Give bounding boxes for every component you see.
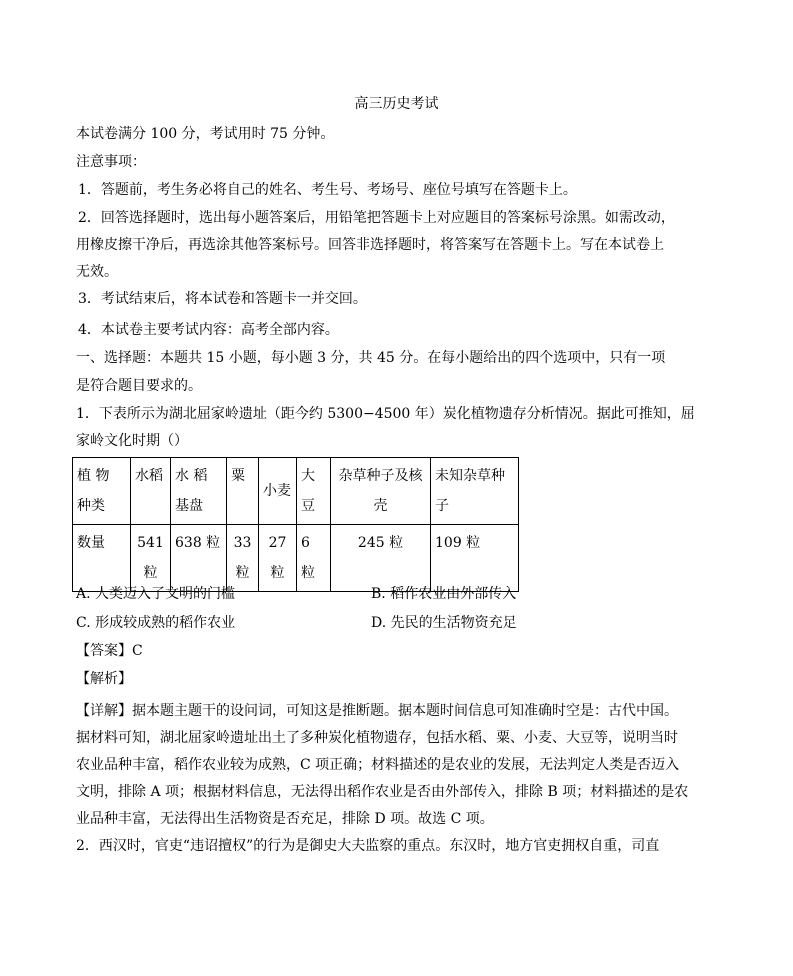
- table-header-cell: 粟: [227, 458, 259, 525]
- option-c: C. 形成较成熟的稻作农业: [76, 615, 236, 631]
- table-header-cell: 水稻: [131, 458, 171, 525]
- notice-item-2: 2．回答选择题时，选出每小题答案后，用铅笔把答题卡上对应题目的答案标号涂黑。如需改动，: [78, 210, 675, 226]
- notice-item-2-end: 无效。: [76, 264, 118, 280]
- detail-line: 据材料可知，湖北屈家岭遗址出土了多种炭化植物遗存，包括水稻、粟、小麦、大豆等，说明当时: [76, 730, 678, 746]
- option-a: A. 人类迈入了文明的门槛: [76, 586, 236, 602]
- notice-item-1: 1．答题前，考生务必将自己的姓名、考生号、考场号、座位号填写在答题卡上。: [78, 182, 577, 198]
- detail-line: 【详解】据本题主题干的设问词，可知这是推断题。据本题时间信息可知准确时空是：古代中国。: [76, 703, 678, 719]
- table-cell: 541 粒: [131, 525, 171, 592]
- table-cell: 245 粒: [331, 525, 431, 592]
- notice-item-4: 4．本试卷主要考试内容：高考全部内容。: [78, 322, 339, 338]
- section-heading: 一、选择题：本题共 15 小题，每小题 3 分，共 45 分。在每小题给出的四个选项中，只有一项: [76, 350, 666, 366]
- table-header-cell: 大豆: [297, 458, 331, 525]
- exam-title: 高三历史考试: [354, 96, 439, 112]
- table-cell: 638 粒: [171, 525, 227, 592]
- intro-line: 本试卷满分 100 分，考试用时 75 分钟。: [76, 126, 335, 142]
- table-header-cell: 未知杂草种子: [431, 458, 519, 525]
- table-cell: 6 粒: [297, 525, 331, 592]
- question-1-stem: 1．下表所示为湖北屈家岭遗址（距今约 5300−4500 年）炭化植物遗存分析情况。据此可推知，屈: [76, 406, 695, 422]
- question-2-stem: 2．西汉时，官吏“违诏擅权”的行为是御史大夫监察的重点。东汉时，地方官吏拥权自重，司直: [76, 838, 660, 854]
- detail-line: 文明，排除 A 项；根据材料信息，无法得出稻作农业是否由外部传入，排除 B 项；材料描述的是农: [76, 784, 689, 800]
- answer-line: 【答案】C: [76, 643, 143, 659]
- analysis-label: 【解析】: [76, 671, 132, 687]
- table-cell: 109 粒: [431, 525, 519, 592]
- table-header-cell: 水 稻 基盘: [171, 458, 227, 525]
- notice-item-2-cont: 用橡皮擦干净后，再选涂其他答案标号。回答非选择题时，将答案写在答题卡上。写在本试卷上: [76, 237, 664, 253]
- table-row: [73, 525, 519, 592]
- plant-remains-table: [72, 457, 519, 592]
- question-1-stem-cont: 家岭文化时期（）: [76, 433, 188, 449]
- detail-line: 农业品种丰富，稻作农业较为成熟，C 项正确；材料描述的是农业的发展，无法判定人类是否迈入: [76, 757, 680, 773]
- table-header-row: [73, 458, 519, 525]
- table-header-cell: 杂草种子及核壳: [331, 458, 431, 525]
- notice-heading: 注意事项：: [76, 154, 146, 170]
- notice-item-3: 3．考试结束后，将本试卷和答题卡一并交回。: [78, 291, 367, 307]
- detail-line: 业品种丰富，无法得出生活物资是否充足，排除 D 项。故选 C 项。: [76, 811, 494, 827]
- table-row-label: 数量: [73, 525, 131, 592]
- option-d: D. 先民的生活物资充足: [371, 615, 517, 631]
- table-cell: 33 粒: [227, 525, 259, 592]
- table-header-cell: 植 物 种类: [73, 458, 131, 525]
- option-b: B. 稻作农业由外部传入: [371, 586, 517, 602]
- table-header-cell: 小麦: [259, 458, 297, 525]
- section-heading-cont: 是符合题目要求的。: [76, 378, 202, 394]
- table-cell: 27 粒: [259, 525, 297, 592]
